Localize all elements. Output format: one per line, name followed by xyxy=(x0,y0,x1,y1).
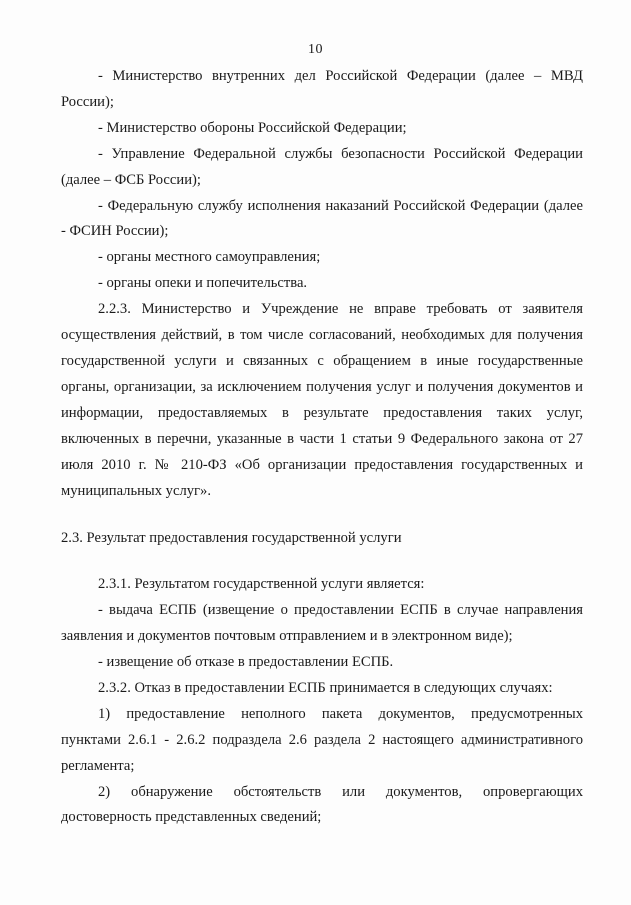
paragraph-2-3-1: 2.3.1. Результатом государственной услуги является: xyxy=(98,576,425,593)
list-item-fsb: - Управление Федеральной службы безопасности Российской Федерации (далее – ФСБ России); xyxy=(61,145,583,188)
list-item-defense: - Министерство обороны Российской Федерации; xyxy=(98,119,407,136)
list-item-mvd: - Министерство внутренних дел Российской Федерации (далее – МВД России); xyxy=(61,68,583,110)
paragraph-2-2-3: 2.2.3. Министерство и Учреждение не вправе требовать от заявителя осуществления действий, в том числе согласований, необходимых для получения государственной услуги и связанных с обращением в иные государственные органы, организации, за исключением получения услуг и получения документов и информации, предоставляемых в результате предоставления таких услуг, включенных в перечни, указанные в части 1 статьи 9 Федерального закона от 27 июля 2010 г. № 210-ФЗ «Об организации предоставления государственных и муниципальных услуг». xyxy=(61,301,583,499)
list-item-local-government: - органы местного самоуправления; xyxy=(98,249,321,266)
list-item-refuting-circumstances: 2) обнаружение обстоятельств или документов, опровергающих достоверность представленных сведений; xyxy=(61,783,583,826)
page-number: 10 xyxy=(308,42,323,57)
list-item-refusal-notice: - извещение об отказе в предоставлении ЕСПБ. xyxy=(98,654,394,671)
list-item-guardianship: - органы опеки и попечительства. xyxy=(98,275,308,292)
list-item-issuance: - выдача ЕСПБ (извещение о предоставлении ЕСПБ в случае направления заявления и документов почтовым отправлением и в электронном виде); xyxy=(61,602,583,645)
section-heading: 2.3. Результат предоставления государственной услуги xyxy=(61,530,402,547)
paragraph-2-3-2: 2.3.2. Отказ в предоставлении ЕСПБ принимается в следующих случаях: xyxy=(98,679,553,696)
document-body xyxy=(61,64,583,831)
list-item-fsin: - Федеральную службу исполнения наказаний Российской Федерации (далее - ФСИН России); xyxy=(61,197,583,240)
list-item-incomplete-package: 1) предоставление неполного пакета документов, предусмотренных пунктами 2.6.1 - 2.6.2 подраздела 2.6 раздела 2 настоящего административного регламента; xyxy=(61,705,583,774)
